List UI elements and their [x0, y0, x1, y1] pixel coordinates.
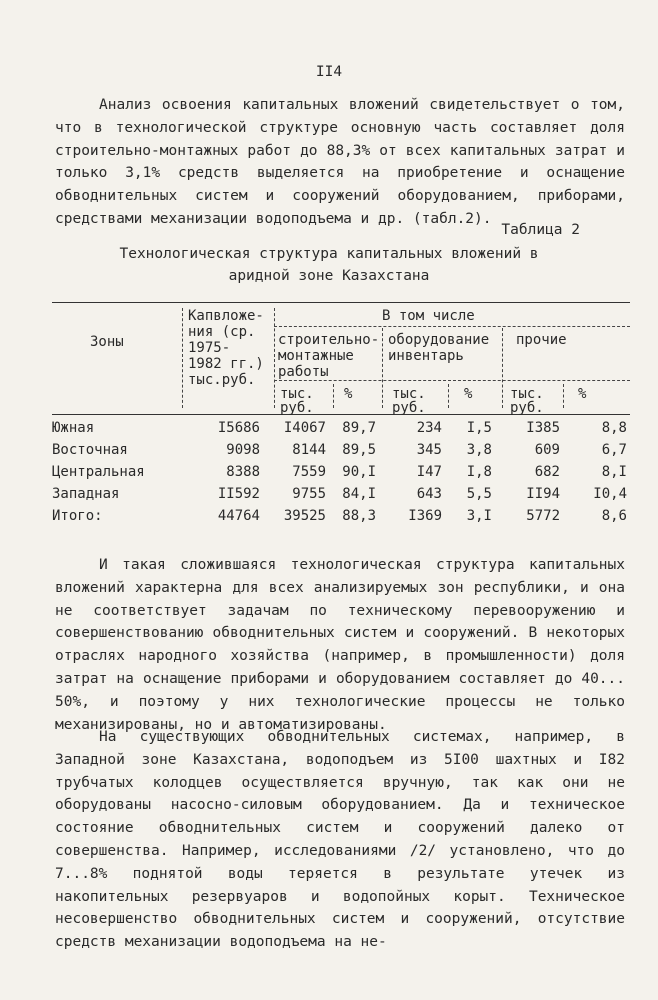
header-e-thous-2: руб. — [392, 400, 426, 416]
row-capital: 44764 — [217, 508, 260, 524]
row-e-val: 234 — [416, 420, 442, 436]
row-e-pct: I,8 — [466, 464, 492, 480]
header-capital-line-1: Капвложе- — [188, 308, 264, 324]
row-e-pct: 5,5 — [466, 486, 492, 502]
row-o-val: 682 — [534, 464, 560, 480]
header-construction-line-3: работы — [278, 364, 329, 380]
header-o-thous-1: тыс. — [510, 386, 544, 402]
row-e-pct: I,5 — [466, 420, 492, 436]
row-zone: Восточная — [52, 442, 128, 458]
header-construction-line-1: строительно- — [278, 332, 380, 348]
header-including: В том числе — [382, 308, 475, 324]
investment-structure-table — [52, 302, 630, 527]
row-e-val: 643 — [416, 486, 442, 502]
row-capital: 8388 — [226, 464, 260, 480]
paragraph-capital-investments: Анализ освоения капитальных вложений свидетельствует о том, что в технологической структуре основную часть составляет доля строительно-монтажных работ до 88,3% от всех капитальных затрат и только 3,1% средств выделяется на приобретение и оснащение обводнительных систем и сооружений оборудованием, приборами, средствами механизации водоподъема и др. (табл.2). — [55, 97, 625, 227]
table-top-rule — [52, 302, 630, 303]
header-equipment-line-1: оборудование — [388, 332, 490, 348]
header-capital-line-3: 1975- — [188, 340, 231, 356]
subcol-divider-c — [333, 384, 334, 408]
header-c-thous-1: тыс. — [280, 386, 314, 402]
header-zones: Зоны — [90, 334, 124, 350]
header-c-pct: % — [344, 386, 353, 402]
paragraph-structure-analysis: И такая сложившаяся технологическая структура капитальных вложений характерна для всех анализируемых зон республики, и она не соответствует задачам по техническому перевооружению и совершенствованию обводнительных систем и сооружений. В некоторых отраслях народного хозяйства (например, в промышленности) доля затрат на оснащение приборами и оборудованием составляет до 40... 50%, и поэтому у них технологические процессы не только механизированы, но и автоматизированы. — [55, 557, 625, 733]
row-o-pct: 8,6 — [601, 508, 627, 524]
header-o-thous-2: руб. — [510, 400, 544, 416]
row-c-pct: 89,5 — [342, 442, 376, 458]
row-c-val: 39525 — [283, 508, 326, 524]
row-capital: I5686 — [217, 420, 260, 436]
row-o-pct: I0,4 — [593, 486, 627, 502]
header-c-thous-2: руб. — [280, 400, 314, 416]
col-divider-construction — [382, 328, 383, 408]
row-o-pct: 8,I — [601, 464, 627, 480]
header-capital-line-2: ния (ср. — [188, 324, 256, 340]
row-o-val: 609 — [534, 442, 560, 458]
row-zone: Южная — [52, 420, 95, 436]
row-zone: Западная — [52, 486, 120, 502]
header-capital-line-4: 1982 гг.) — [188, 356, 264, 372]
row-o-pct: 8,8 — [601, 420, 627, 436]
row-zone: Центральная — [52, 464, 145, 480]
row-o-val: I385 — [526, 420, 560, 436]
row-e-pct: 3,8 — [466, 442, 492, 458]
subcol-divider-e — [448, 384, 449, 408]
header-equipment-line-2: инвентарь — [388, 348, 464, 364]
row-capital: 9098 — [226, 442, 260, 458]
units-divider — [274, 380, 630, 381]
header-capital-line-5: тыс.руб. — [188, 372, 256, 388]
row-c-val: 9755 — [292, 486, 326, 502]
row-e-val: I47 — [416, 464, 442, 480]
subcol-divider-o — [563, 384, 564, 408]
row-capital: II592 — [217, 486, 260, 502]
page-number: II4 — [315, 64, 343, 80]
row-e-val: 345 — [416, 442, 442, 458]
table-caption-line-2: аридной зоне Казахстана — [228, 268, 430, 284]
row-e-pct: 3,I — [466, 508, 492, 524]
header-e-thous-1: тыс. — [392, 386, 426, 402]
row-zone: Итого: — [52, 508, 103, 524]
col-divider-zones — [182, 308, 183, 408]
row-c-val: 8144 — [292, 442, 326, 458]
paragraph-western-zone: На существующих обводнительных системах, например, в Западной зоне Казахстана, водоподъем из 5I00 шахтных и I82 трубчатых колодцев осуществляется вручную, так как они не оборудованы насосно-силовым оборудованием. Да и техническое состояние обводнительных систем и сооружений далеко от совершенства. Например, исследованиями /2/ установлено, что до 7...8% поднятой воды теряется в результате утечек из накопительных резервуаров и водопойных корыт. Техническое несовершенство обводнительных систем и сооружений, отсутствие средств механизации водоподъема на не- — [55, 729, 625, 951]
col-divider-capital — [274, 308, 275, 408]
table-caption-line-1: Технологическая структура капитальных вложений в — [119, 246, 539, 262]
row-c-pct: 89,7 — [342, 420, 376, 436]
row-o-val: 5772 — [526, 508, 560, 524]
row-c-pct: 88,3 — [342, 508, 376, 524]
header-o-pct: % — [578, 386, 587, 402]
table-label: Таблица 2 — [501, 222, 580, 238]
col-divider-equipment — [502, 328, 503, 408]
row-e-val: I369 — [408, 508, 442, 524]
header-other: прочие — [516, 332, 567, 348]
header-e-pct: % — [464, 386, 473, 402]
subheader-divider — [274, 326, 630, 327]
row-c-val: 7559 — [292, 464, 326, 480]
row-c-val: I4067 — [283, 420, 326, 436]
row-o-pct: 6,7 — [601, 442, 627, 458]
row-o-val: II94 — [526, 486, 560, 502]
row-c-pct: 90,I — [342, 464, 376, 480]
header-construction-line-2: монтажные — [278, 348, 354, 364]
row-c-pct: 84,I — [342, 486, 376, 502]
